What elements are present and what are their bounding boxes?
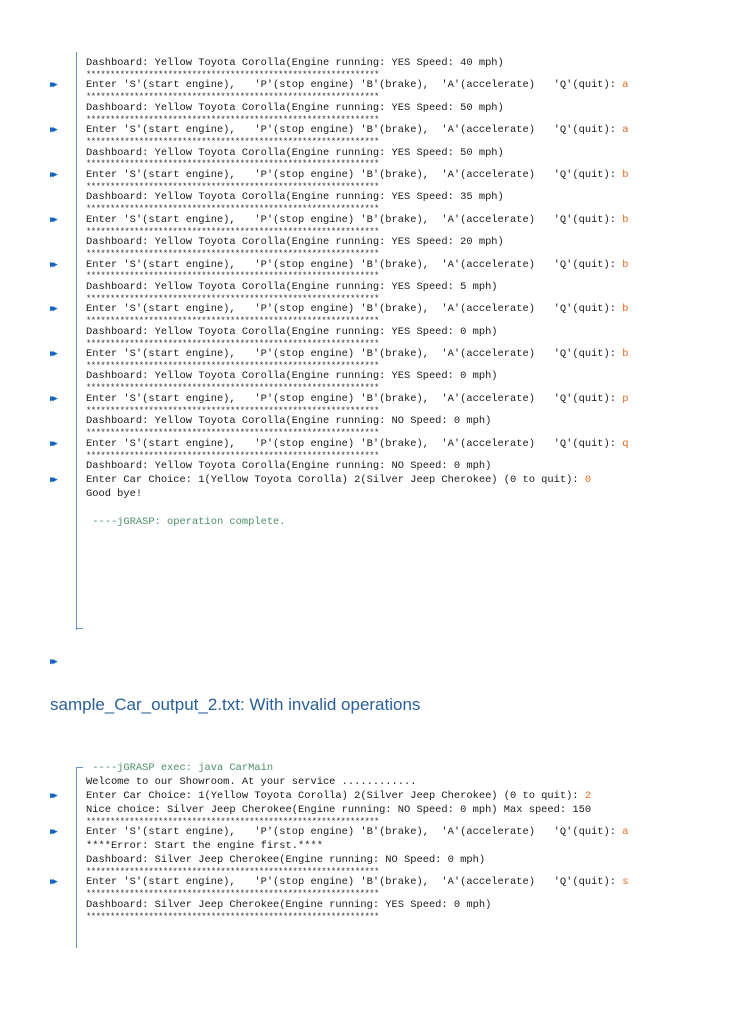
separator-line: ************************************************************* [86, 226, 379, 237]
jgrasp-status-text: ----jGRASP exec: java CarMain [86, 762, 274, 774]
prompt-text: Enter 'S'(start engine), 'P'(stop engine) 'B'(brake), 'A'(accelerate) 'Q'(quit): [86, 124, 623, 137]
user-input-value: 2 [584, 789, 592, 802]
separator-line: ************************************************************* [86, 383, 379, 394]
output-line: Dashboard: Yellow Toyota Corolla(Engine running: YES Speed: 40 mph) [86, 57, 504, 69]
user-input-value: q [622, 437, 629, 450]
separator-line: ************************************************************* [86, 114, 379, 125]
separator-line: ************************************************************* [86, 293, 379, 304]
user-input-value: a [622, 826, 629, 839]
prompt-text: Enter 'S'(start engine), 'P'(stop engine) 'B'(brake), 'A'(accelerate) 'Q'(quit): [86, 79, 623, 92]
output-line: Dashboard: Yellow Toyota Corolla(Engine running: YES Speed: 5 mph) [86, 280, 498, 293]
separator-line: ************************************************************* [86, 159, 379, 170]
output-line: Welcome to our Showroom. At your service ............ [86, 775, 417, 788]
run-arrow-icon[interactable]: ▶▶ [50, 214, 55, 225]
user-input-value: s [622, 876, 629, 889]
output-line: Dashboard: Silver Jeep Cherokee(Engine running: NO Speed: 0 mph) [86, 853, 486, 866]
user-input-value: b [622, 303, 629, 316]
user-input-value: p [622, 392, 629, 405]
run-arrow-icon[interactable]: ▶▶ [50, 827, 55, 838]
output-line: Dashboard: Yellow Toyota Corolla(Engine running: YES Speed: 0 mph) [86, 325, 498, 338]
run-arrow-icon[interactable]: ▶▶ [50, 877, 55, 888]
prompt-text: Enter 'S'(start engine), 'P'(stop engine) 'B'(brake), 'A'(accelerate) 'Q'(quit): [86, 876, 623, 889]
jgrasp-status-text: ----jGRASP: operation complete. [86, 515, 286, 528]
output-line: Dashboard: Yellow Toyota Corolla(Engine running: YES Speed: 50 mph) [86, 101, 504, 114]
output-line: Dashboard: Yellow Toyota Corolla(Engine running: NO Speed: 0 mph) [86, 415, 492, 428]
jgrasp-status-line [0, 762, 744, 776]
separator-line: ************************************************************* [86, 889, 379, 900]
run-arrow-icon[interactable]: ▶▶ [50, 304, 55, 315]
separator-line: ************************************************************* [86, 316, 379, 327]
run-arrow-icon[interactable]: ▶▶ [50, 657, 55, 667]
prompt-text: Enter 'S'(start engine), 'P'(stop engine) 'B'(brake), 'A'(accelerate) 'Q'(quit): [86, 348, 623, 361]
user-input-value: b [622, 213, 629, 226]
prompt-text: Enter 'S'(start engine), 'P'(stop engine) 'B'(brake), 'A'(accelerate) 'Q'(quit): [86, 437, 623, 450]
jgrasp-status-line [0, 516, 744, 530]
prompt-text: Enter 'S'(start engine), 'P'(stop engine) 'B'(brake), 'A'(accelerate) 'Q'(quit): [86, 213, 623, 226]
run-arrow-icon[interactable]: ▶▶ [50, 125, 55, 136]
prompt-text: Enter 'S'(start engine), 'P'(stop engine) 'B'(brake), 'A'(accelerate) 'Q'(quit): [86, 826, 623, 839]
run-arrow-icon[interactable]: ▶▶ [50, 169, 55, 180]
prompt-line [0, 876, 744, 890]
prompt-text: Enter Car Choice: 1(Yellow Toyota Corolla) 2(Silver Jeep Cherokee) (0 to quit): [86, 789, 585, 802]
output-line: Dashboard: Yellow Toyota Corolla(Engine running: YES Speed: 0 mph) [86, 370, 498, 383]
prompt-line [0, 790, 744, 804]
prompt-line [0, 826, 744, 840]
user-input-value: 0 [584, 473, 592, 486]
separator-line: ************************************************************* [86, 204, 379, 215]
separator-line: ************************************************************* [86, 137, 379, 148]
user-input-value: b [622, 348, 629, 361]
prompt-line [0, 124, 744, 138]
separator-line: ************************************************************* [86, 428, 379, 439]
output-line: Good bye! [86, 487, 143, 500]
prompt-line [0, 474, 744, 488]
console-1-margin-bar-end [76, 622, 83, 629]
separator-line: ************************************************************* [86, 360, 379, 371]
run-arrow-icon[interactable]: ▶▶ [50, 80, 55, 91]
run-arrow-icon[interactable]: ▶▶ [50, 438, 55, 449]
separator-line: ************************************************************* [86, 911, 379, 922]
prompt-line [0, 393, 744, 407]
user-input-value: b [622, 168, 629, 181]
console-output-1 [0, 57, 744, 529]
run-arrow-icon[interactable]: ▶▶ [50, 259, 55, 270]
separator-line: ************************************************************* [86, 450, 379, 461]
separator-line: ************************************************************* [86, 866, 379, 877]
blank-line [0, 502, 744, 516]
separator-line: ************************************************************* [86, 181, 379, 192]
prompt-line [0, 259, 744, 273]
run-arrow-icon[interactable]: ▶▶ [50, 474, 55, 485]
separator-line: ************************************************************* [86, 249, 379, 260]
separator-line: ************************************************************* [86, 92, 379, 103]
prompt-text: Enter 'S'(start engine), 'P'(stop engine) 'B'(brake), 'A'(accelerate) 'Q'(quit): [86, 168, 623, 181]
user-input-value: a [622, 124, 629, 137]
prompt-text: Enter 'S'(start engine), 'P'(stop engine) 'B'(brake), 'A'(accelerate) 'Q'(quit): [86, 303, 623, 316]
prompt-text: Enter 'S'(start engine), 'P'(stop engine) 'B'(brake), 'A'(accelerate) 'Q'(quit): [86, 392, 623, 405]
run-arrow-icon[interactable]: ▶▶ [50, 349, 55, 360]
prompt-line [0, 303, 744, 317]
output-line: Nice choice: Silver Jeep Cherokee(Engine running: NO Speed: 0 mph) Max speed: 150 [86, 803, 592, 816]
prompt-line [0, 214, 744, 228]
prompt-text: Enter Car Choice: 1(Yellow Toyota Corolla) 2(Silver Jeep Cherokee) (0 to quit): [86, 473, 585, 486]
prompt-line [0, 169, 744, 183]
user-input-value: b [622, 258, 629, 271]
console-output-2 [0, 762, 744, 921]
separator-line: ************************************************************* [86, 405, 379, 416]
output-line: Dashboard: Silver Jeep Cherokee(Engine running: YES Speed: 0 mph) [86, 898, 492, 911]
prompt-line [0, 348, 744, 362]
run-arrow-icon[interactable]: ▶▶ [50, 790, 55, 801]
prompt-text: Enter 'S'(start engine), 'P'(stop engine) 'B'(brake), 'A'(accelerate) 'Q'(quit): [86, 258, 623, 271]
user-input-value: a [622, 79, 629, 92]
output-line: Dashboard: Yellow Toyota Corolla(Engine running: YES Speed: 50 mph) [86, 146, 504, 159]
output-line: Dashboard: Yellow Toyota Corolla(Engine running: YES Speed: 20 mph) [86, 236, 504, 249]
separator-line: ************************************************************* [86, 69, 379, 80]
output-line: ****Error: Start the engine first.**** [86, 839, 323, 852]
output-line: Dashboard: Yellow Toyota Corolla(Engine running: YES Speed: 35 mph) [86, 191, 504, 204]
separator-line: ************************************************************* [86, 816, 379, 827]
section-heading: sample_Car_output_2.txt: With invalid operations [50, 695, 421, 714]
run-arrow-icon[interactable]: ▶▶ [50, 393, 55, 404]
separator-line: ************************************************************* [86, 338, 379, 349]
separator-line: ************************************************************* [86, 271, 379, 282]
prompt-line [0, 438, 744, 452]
output-line: Dashboard: Yellow Toyota Corolla(Engine running: NO Speed: 0 mph) [86, 460, 492, 473]
prompt-line [0, 79, 744, 93]
